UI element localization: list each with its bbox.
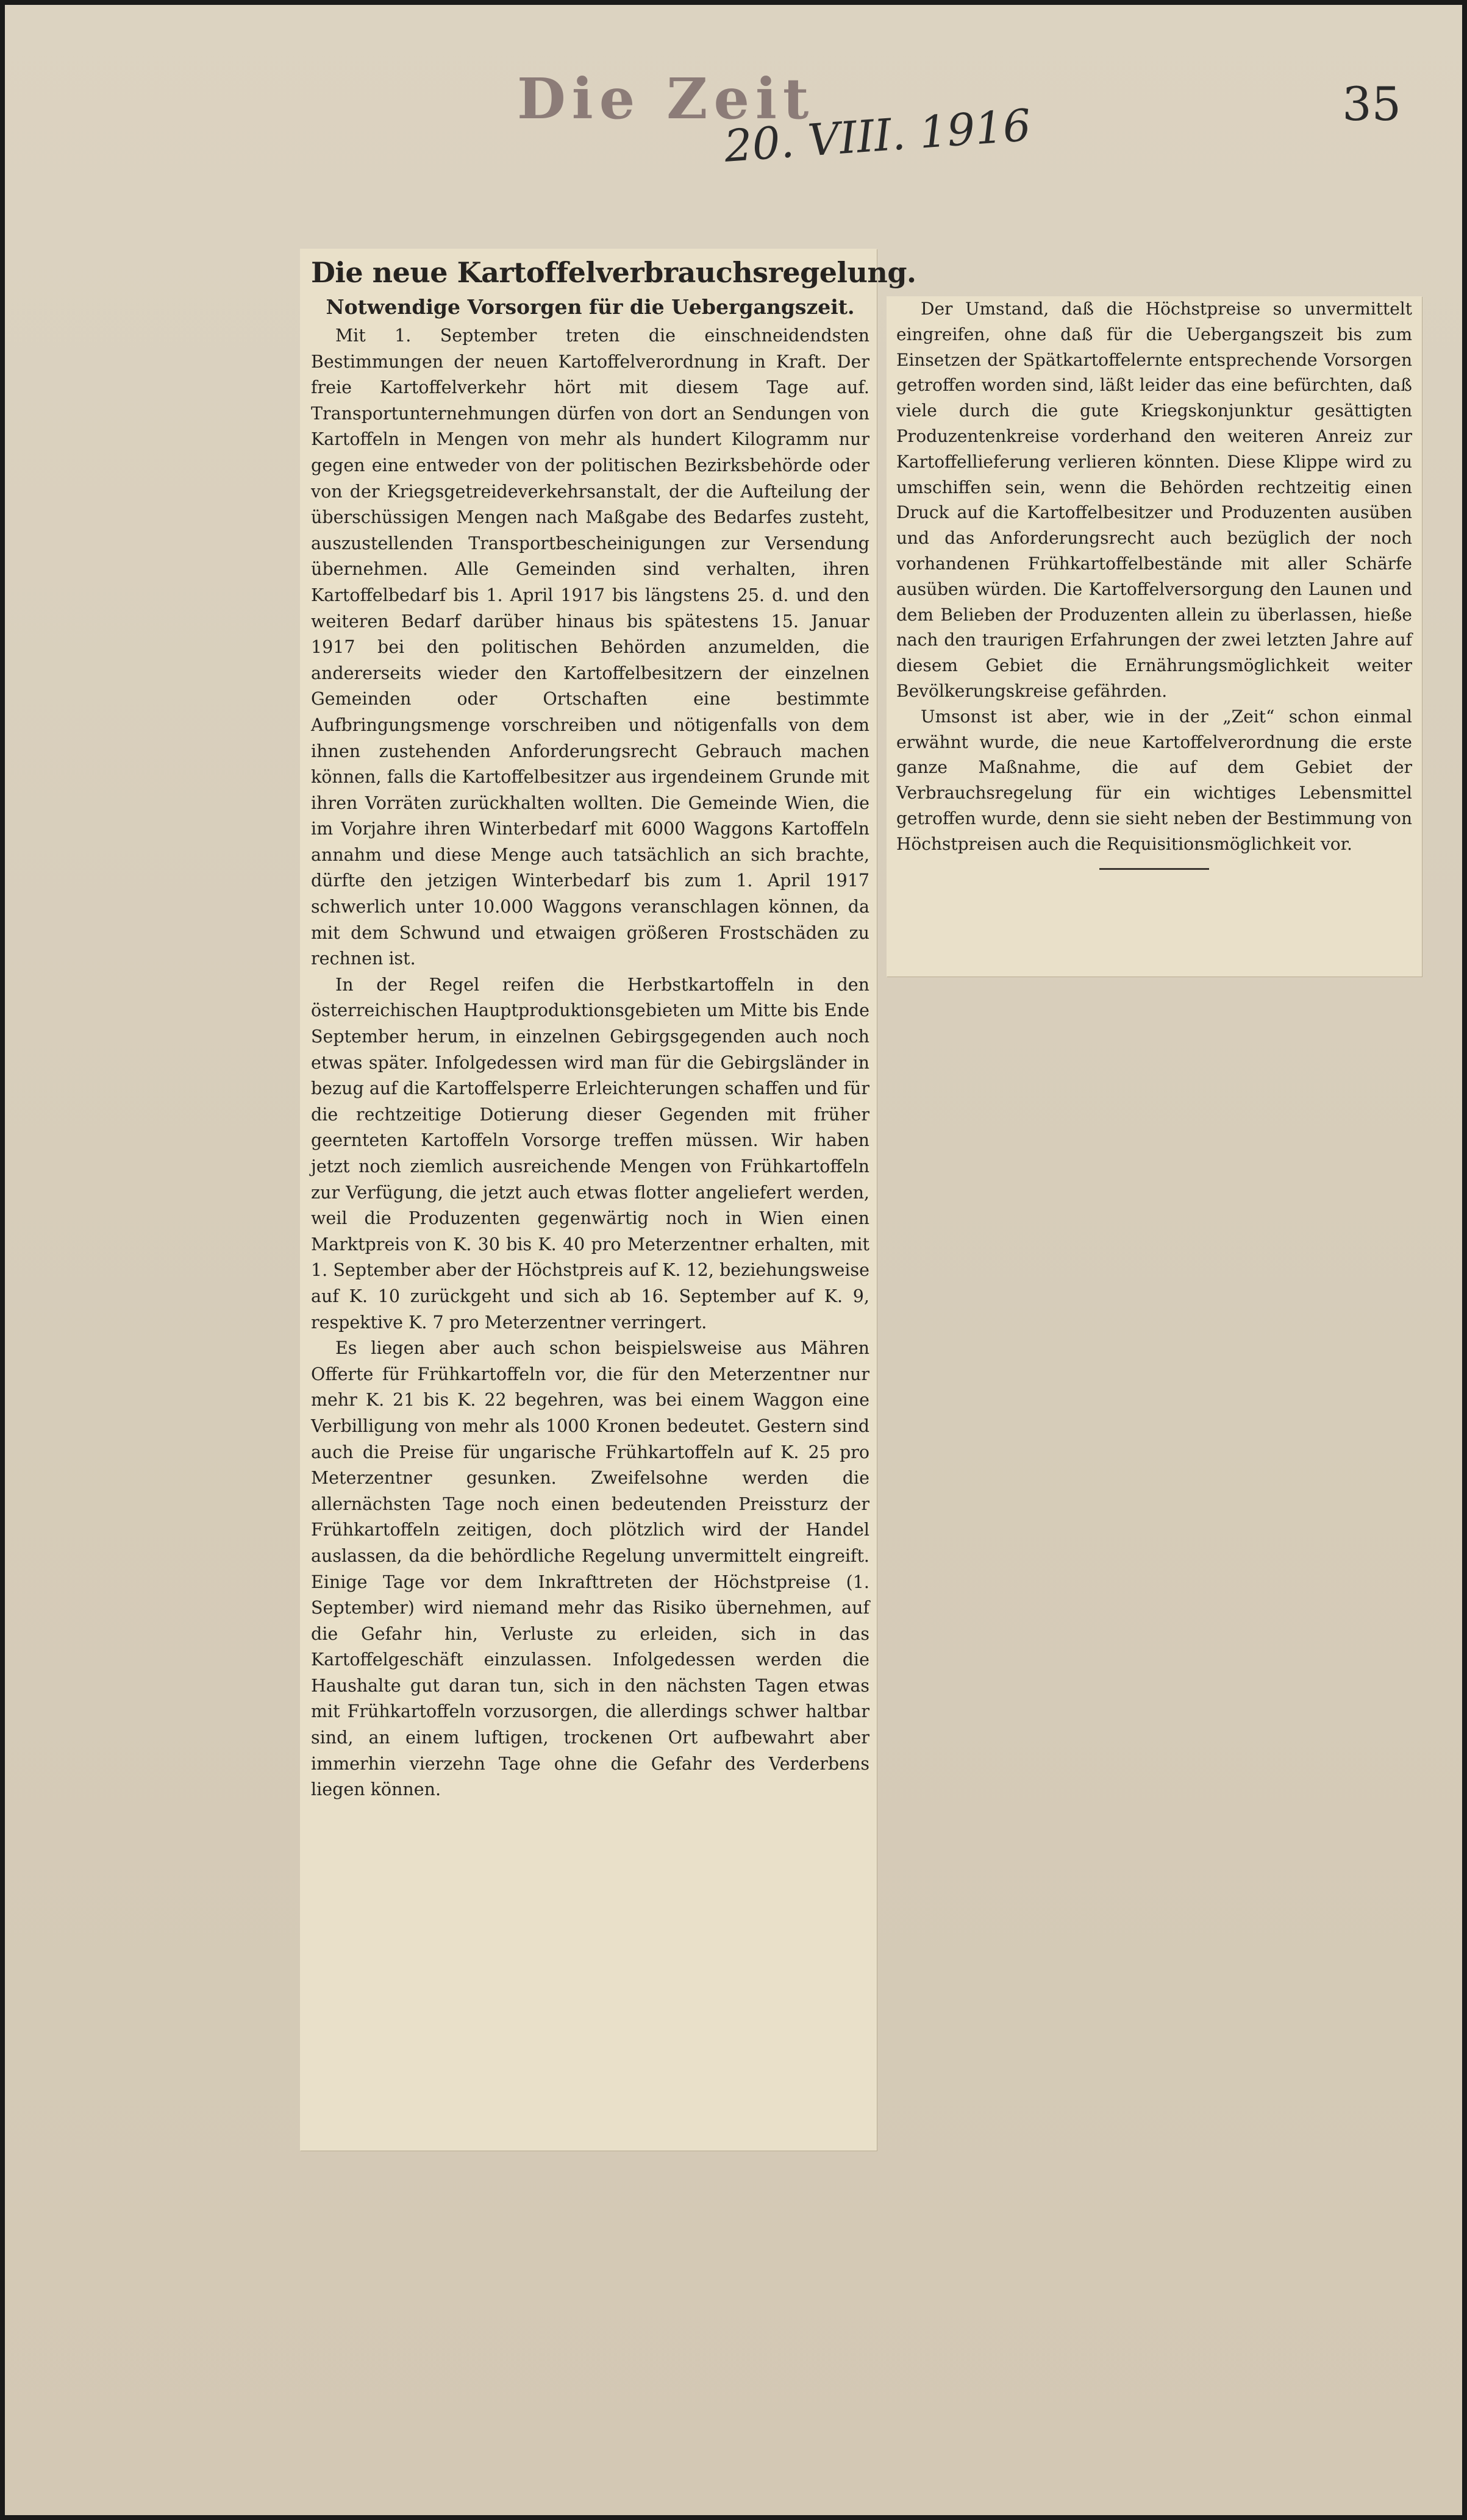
article-headline: Die neue Kartoffelverbrauchsregelung. — [311, 256, 916, 289]
article-subheadline: Notwendige Vorsorgen für die Uebergangszeit. — [326, 295, 855, 319]
end-rule — [1099, 868, 1209, 870]
article-paragraph: Der Umstand, daß die Höchstpreise so unvermittelt eingreifen, ohne daß für die Uebergangszeit bis zum Einsetzen der Spätkartoffelernte entsprechende Vorsorgen getroffen worden sind, läßt leider das eine befürchten, daß viele durch die gute Kriegskonjunktur gesättigten Produzentenkreise vorderhand den weiteren Anreiz zur Kartoffellieferung verlieren könnten. Diese Klippe wird zu umschiffen sein, wenn die Behörden rechtzeitig einen Druck auf die Kartoffelbesitzer und Produzenten ausüben und das Anforderungsrecht auch bezüglich der noch vorhandenen Frühkartoffelbestände mit aller Schärfe ausüben würden. Die Kartoffelversorgung den Launen und dem Belieben der Produzenten allein zu überlassen, hieße nach den traurigen Erfahrungen der zwei letzten Jahre auf diesem Gebiet die Ernährungsmöglichkeit weiter Bevölkerungskreise gefährden. — [896, 299, 1412, 701]
newspaper-name-stamp: Die Zeit — [517, 66, 815, 132]
article-paragraph: Es liegen aber auch schon beispielsweise aus Mähren Offerte für Frühkartoffeln vor, die für den Meterzentner nur mehr K. 21 bis K. 22 begehren, was bei einem Waggon eine Verbilligung von mehr als 1000 Kronen bedeutet. Gestern sind auch die Preise für ungarische Frühkartoffeln auf K. 25 pro Meterzentner gesunken. Zweifelsohne werden die allernächsten Tage noch einen bedeutenden Preissturz der Frühkartoffeln zeitigen, doch plötzlich wird der Handel auslassen, da die behördliche Regelung unvermittelt eingreift. Einige Tage vor dem Inkrafttreten der Höchstpreise (1. September) wird niemand mehr das Risiko übernehmen, auf die Gefahr hin, Verluste zu erleiden, sich in das Kartoffelgeschäft einzulassen. Infolgedessen werden die Haushalte gut daran tun, sich in den nächsten Tagen etwas mit Frühkartoffeln vorzusorgen, die allerdings schwer haltbar sind, an einem luftigen, trockenen Ort aufbewahrt aber immerhin vierzehn Tage ohne die Gefahr des Verderbens liegen können. — [311, 1338, 869, 1800]
article-paragraph: In der Regel reifen die Herbstkartoffeln in den österreichischen Hauptproduktionsgebieten um Mitte bis Ende September herum, in einzelnen Gebirgsgegenden auch noch etwas später. Infolgedessen wird man für die Gebirgsländer in bezug auf die Kartoffelsperre Erleichterungen schaffen und für die rechtzeitige Dotierung dieser Gegenden mit früher geernteten Kartoffeln Vorsorge treffen müssen. Wir haben jetzt noch ziemlich ausreichende Mengen von Frühkartoffeln zur Verfügung, die jetzt auch etwas flotter angeliefert werden, weil die Produzenten gegenwärtig noch in Wien einen Marktpreis von K. 30 bis K. 40 pro Meterzentner erhalten, mit 1. September aber der Höchstpreis auf K. 12, beziehungsweise auf K. 10 zurückgeht und sich ab 16. September auf K. 9, respektive K. 7 pro Meterzentner verringert. — [311, 974, 869, 1333]
article-paragraph: Mit 1. September treten die einschneidendsten Bestimmungen der neuen Kartoffelverordnung in Kraft. Der freie Kartoffelverkehr hört mit diesem Tage auf. Transportunternehmungen dürfen von dort an Sendungen von Kartoffeln in Mengen von mehr als hundert Kilogramm nur gegen eine entweder von der politischen Bezirksbehörde oder von der Kriegsgetreideverkehrsanstalt, der die Aufteilung der überschüssigen Mengen nach Maßgabe des Bedarfes zusteht, auszustellenden Transportbescheinigungen zur Versendung übernehmen. Alle Gemeinden sind verhalten, ihren Kartoffelbedarf bis 1. April 1917 bis längstens 25. d. und den weiteren Bedarf darüber hinaus bis spätestens 15. Januar 1917 bei den politischen Behörden anzumelden, die andererseits wieder den Kartoffelbesitzern der einzelnen Gemeinden oder Ortschaften eine bestimmte Aufbringungsmenge vorschreiben und nötigenfalls von dem ihnen zustehenden Anforderungsrecht Gebrauch machen können, falls die Kartoffelbesitzer aus irgendeinem Grunde mit ihren Vorräten zurückhalten wollten. Die Gemeinde Wien, die im Vorjahre ihren Winterbedarf mit 6000 Waggons Kartoffeln annahm und diese Menge auch tatsächlich an sich brachte, dürfte den jetzigen Winterbedarf bis zum 1. April 1917 schwerlich unter 10.000 Waggons veranschlagen können, da mit dem Schwund und etwaigen größeren Frostschäden zu rechnen ist. — [311, 326, 869, 969]
page-number: 35 — [1342, 77, 1401, 131]
handwritten-date: 20. VIII. 1916 — [723, 99, 1033, 172]
article-paragraph: Umsonst ist aber, wie in der „Zeit“ schon einmal erwähnt wurde, die neue Kartoffelverordnung die erste ganze Maßnahme, die auf dem Gebiet der Verbrauchsregelung für ein wichtiges Lebensmittel getroffen wurde, denn sie sieht neben der Bestimmung von Höchstpreisen auch die Requisitionsmöglichkeit vor. — [896, 706, 1412, 854]
clipping-continuation-column — [887, 296, 1422, 977]
clipping-main-column — [300, 249, 916, 2151]
